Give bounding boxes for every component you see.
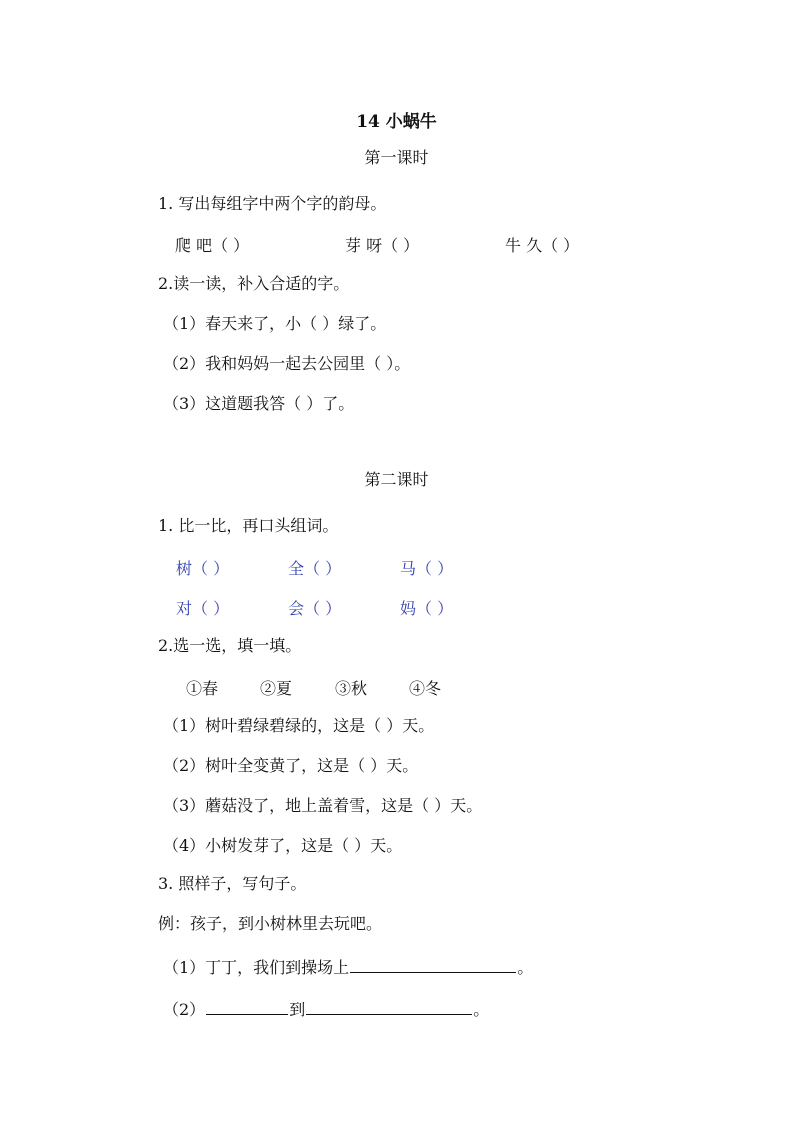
p2-q3-item-1-start: （1）丁丁，我们到操场上 <box>163 958 350 977</box>
answer-blank-2[interactable] <box>206 998 288 1015</box>
p1-q2-item-1: （1）春天来了，小（ ）绿了。 <box>163 314 387 333</box>
p1-q1-group-3: 牛 久（ ） <box>505 236 580 255</box>
lesson-title: 14 小蜗牛 <box>356 112 437 132</box>
p2-q2-item-1: （1）树叶碧绿碧绿的，这是（ ）天。 <box>163 716 435 735</box>
p1-q2-item-2: （2）我和妈妈一起去公园里（ ）。 <box>163 354 411 373</box>
answer-blank-3[interactable] <box>306 998 472 1015</box>
p1-q2-prompt: 2.读一读，补入合适的字。 <box>158 274 350 293</box>
p2-q1-row1-cell-1: 树（ ） <box>176 559 230 578</box>
p1-q2-item-3: （3）这道题我答（ ）了。 <box>163 394 355 413</box>
p2-q2-item-3: （3）蘑菇没了，地上盖着雪，这是（ ）天。 <box>163 796 483 815</box>
p2-q3-item-2-end: 。 <box>473 1000 490 1019</box>
p2-q2-option-4: ④冬 <box>409 679 442 698</box>
p2-q2-option-2: ②夏 <box>260 679 293 698</box>
p2-q2-option-3: ③秋 <box>335 679 368 698</box>
p2-q1-row2-cell-3: 妈（ ） <box>400 599 454 618</box>
p2-q2-prompt: 2.选一选，填一填。 <box>158 636 302 655</box>
p2-q3-prompt: 3. 照样子，写句子。 <box>158 874 307 893</box>
p1-q1-prompt: 1. 写出每组字中两个字的韵母。 <box>158 194 387 213</box>
p2-q1-row1-cell-3: 马（ ） <box>400 559 454 578</box>
period1-heading: 第一课时 <box>364 148 429 167</box>
p2-q2-item-2: （2）树叶全变黄了，这是（ ）天。 <box>163 756 419 775</box>
period2-heading: 第二课时 <box>364 470 429 489</box>
p2-q1-row2-cell-2: 会（ ） <box>288 599 342 618</box>
p2-q2-item-4: （4）小树发芽了，这是（ ）天。 <box>163 836 403 855</box>
p2-q3-item-2 <box>163 998 489 1020</box>
p2-q3-item-2-start: （2） <box>163 1000 206 1019</box>
p1-q1-group-1: 爬 吧（ ） <box>175 236 250 255</box>
p2-q1-row1-cell-2: 全（ ） <box>288 559 342 578</box>
p2-q3-example: 例：孩子，到小树林里去玩吧。 <box>158 914 383 933</box>
p1-q1-group-2: 芽 呀（ ） <box>345 236 420 255</box>
p2-q1-row2-cell-1: 对（ ） <box>176 599 230 618</box>
p2-q3-item-2-mid: 到 <box>289 1000 306 1019</box>
answer-blank-1[interactable] <box>350 956 516 973</box>
p2-q2-option-1: ①春 <box>186 679 219 698</box>
p2-q3-item-1 <box>163 956 533 978</box>
p2-q1-prompt: 1. 比一比，再口头组词。 <box>158 516 339 535</box>
p2-q3-item-1-end: 。 <box>517 958 534 977</box>
